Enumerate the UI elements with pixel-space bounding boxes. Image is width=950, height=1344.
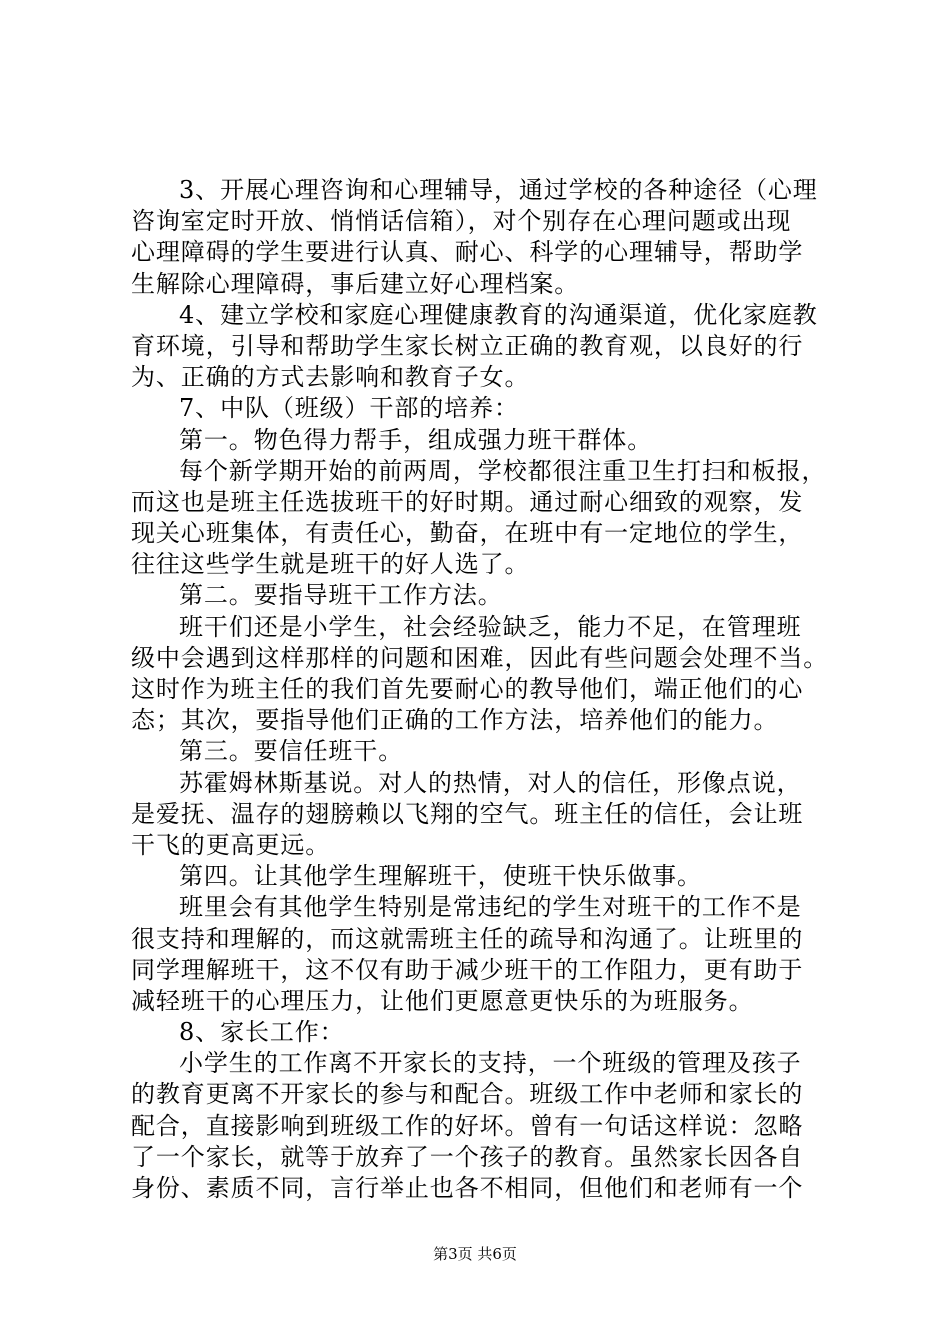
text-line: 了一个家长，就等于放弃了一个孩子的教育。虽然家长因各自: [131, 1142, 804, 1171]
text-line: 8、家长工作：: [179, 1018, 345, 1047]
text-line: 为、正确的方式去影响和教育子女。: [131, 363, 530, 392]
text-line: 心理障碍的学生要进行认真、耐心、科学的心理辅导，帮助学: [131, 238, 804, 267]
text-line: 同学理解班干，这不仅有助于减少班干的工作阻力，更有助于: [131, 955, 804, 984]
text-line: 这时作为班主任的我们首先要耐心的教导他们，端正他们的心: [131, 675, 804, 703]
text-line: 往往这些学生就是班干的好人选了。: [131, 550, 530, 579]
text-line: 配合，直接影响到班级工作的好坏。曾有一句话这样说：忽略: [131, 1111, 804, 1140]
text-line: 生解除心理障碍，事后建立好心理档案。: [131, 269, 580, 298]
text-line: 而这也是班主任选拔班干的好时期。通过耐心细致的观察，发: [131, 487, 804, 516]
text-line: 的教育更离不开家长的参与和配合。班级工作中老师和家长的: [131, 1080, 804, 1109]
text-line: 第三。要信任班干。: [179, 737, 404, 766]
text-line: 班干们还是小学生，社会经验缺乏，能力不足，在管理班: [179, 612, 802, 641]
text-line: 第二。要指导班干工作方法。: [179, 581, 503, 610]
text-line: 减轻班干的心理压力，让他们更愿意更快乐的为班服务。: [131, 986, 754, 1015]
text-line: 第四。让其他学生理解班干，使班干快乐做事。: [179, 862, 702, 891]
text-line: 第一。物色得力帮手，组成强力班干群体。: [179, 425, 653, 454]
text-line: 是爱抚、温存的翅膀赖以飞翔的空气。班主任的信任，会让班: [131, 799, 804, 828]
text-line: 7、中队（班级）干部的培养：: [179, 394, 519, 423]
text-line: 很支持和理解的，而这就需班主任的疏导和沟通了。让班里的: [131, 924, 804, 953]
text-line: 身份、素质不同，言行举止也各不相同，但他们和老师有一个: [131, 1174, 804, 1202]
page-footer: 第3页 共6页: [433, 1245, 517, 1263]
text-line: 现关心班集体，有责任心，勤奋，在班中有一定地位的学生，: [131, 519, 804, 548]
text-line: 苏霍姆林斯基说。对人的热情，对人的信任，形像点说，: [179, 768, 802, 797]
text-line: 级中会遇到这样那样的问题和困难，因此有些问题会处理不当。: [131, 643, 829, 672]
text-line: 育环境，引导和帮助学生家长树立正确的教育观，以良好的行: [131, 331, 804, 360]
document-body: [131, 175, 843, 1204]
text-line: 小学生的工作离不开家长的支持，一个班级的管理及孩子: [179, 1049, 802, 1078]
text-line: 态；其次，要指导他们正确的工作方法，培养他们的能力。: [131, 706, 779, 735]
text-line: 3、开展心理咨询和心理辅导，通过学校的各种途径（心理: [179, 176, 818, 204]
text-line: 干飞的更高更远。: [131, 830, 331, 859]
text-line: 4、建立学校和家庭心理健康教育的沟通渠道，优化家庭教: [179, 300, 818, 329]
text-line: 咨询室定时开放、悄悄话信箱），对个别存在心理问题或出现: [131, 207, 792, 236]
text-line: 班里会有其他学生特别是常违纪的学生对班干的工作不是: [179, 893, 802, 922]
text-line: 每个新学期开始的前两周，学校都很注重卫生打扫和板报，: [179, 456, 827, 485]
